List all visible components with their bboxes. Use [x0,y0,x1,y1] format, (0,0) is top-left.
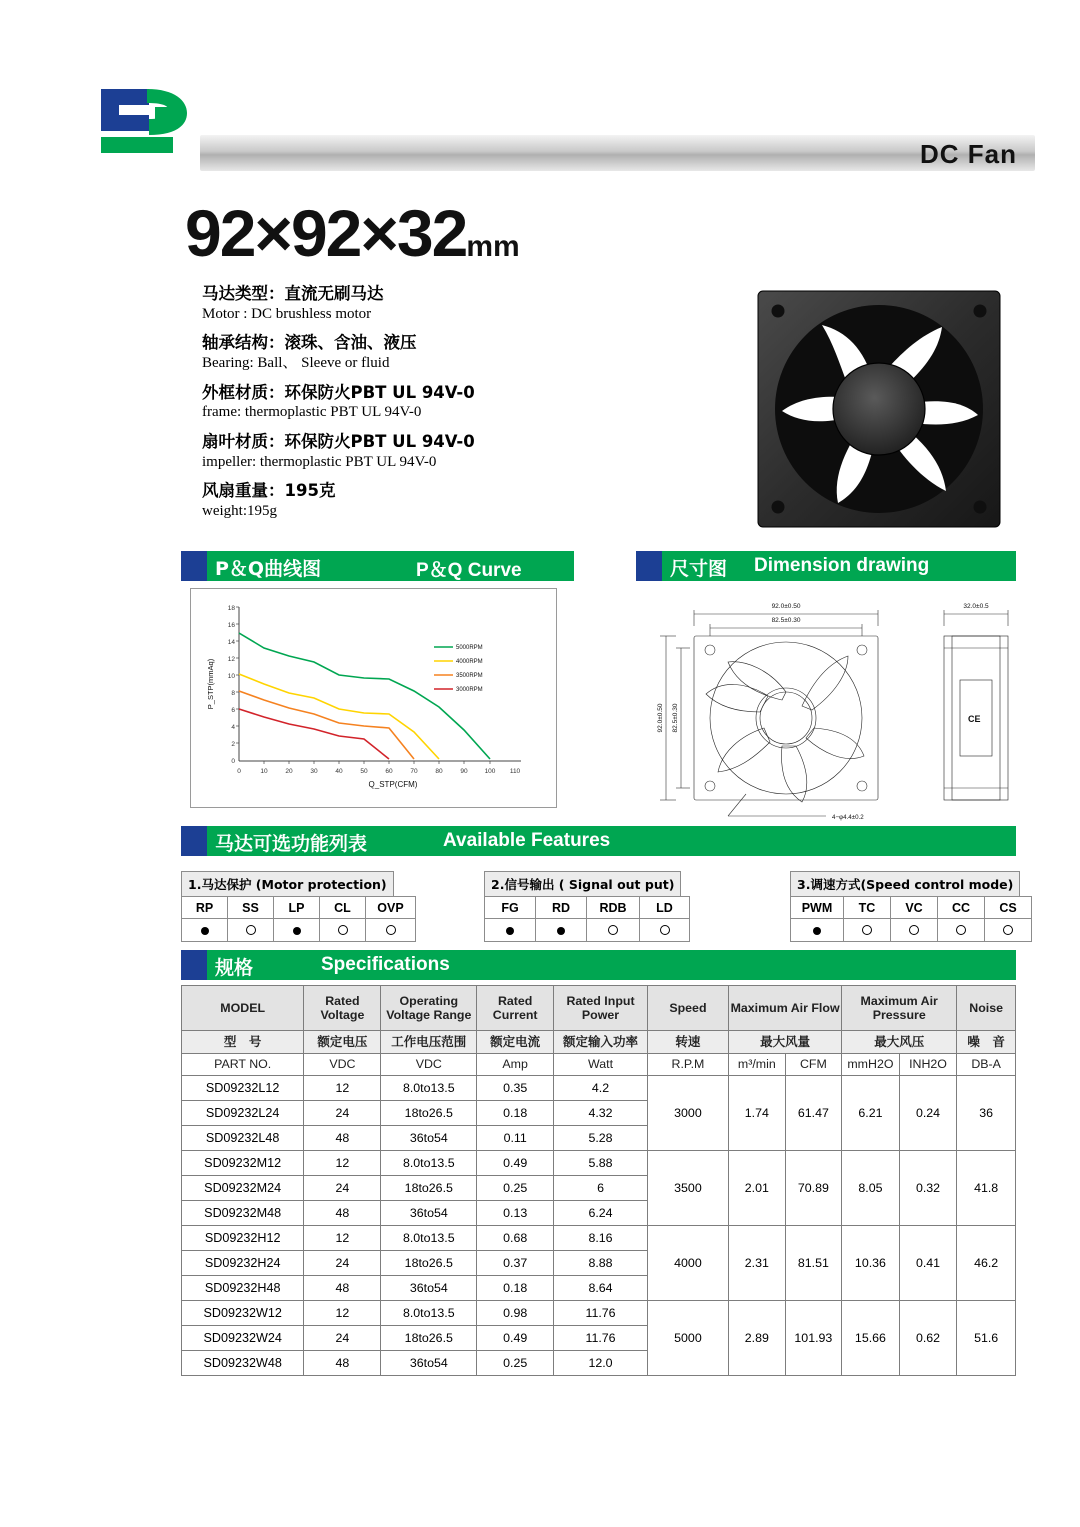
cell-range: 8.0to13.5 [381,1076,477,1101]
svg-text:Q_STP(CFM): Q_STP(CFM) [368,780,418,789]
pq-curve-chart [190,588,557,808]
col-subheader-cn: 转速 [647,1031,728,1054]
product-spec-list [202,283,672,529]
section-accent [636,551,662,581]
feature-group-speed-control [790,871,1032,942]
svg-text:32.0±0.5: 32.0±0.5 [963,603,989,610]
pq-chart-svg [191,589,556,807]
feature-name: CL [320,897,366,919]
feature-state [274,919,320,942]
cell-pressure-mm: 6.21 [842,1076,900,1151]
svg-text:16: 16 [227,622,235,629]
spec-item-impeller [202,431,672,472]
feature-group-motor-protection [181,871,416,942]
cell-current: 0.49 [477,1326,554,1351]
col-header-noise: Noise [957,986,1016,1031]
col-header-model: MODEL [182,986,304,1031]
feature-state [228,919,274,942]
feature-state [891,919,938,942]
feature-header-row [182,897,416,919]
feature-state [182,919,228,942]
cell-voltage: 24 [304,1326,381,1351]
feature-state [640,919,690,942]
spec-value-cn: 直流无刷马达 [284,284,384,303]
spec-value-cn: 195克 [284,481,336,501]
cell-model: SD09232L12 [182,1076,304,1101]
cell-airflow-m3: 1.74 [729,1076,786,1151]
section-title-en: Specifications [321,954,450,975]
cell-voltage: 12 [304,1076,381,1101]
cell-speed: 3000 [647,1076,728,1151]
cell-range: 8.0to13.5 [381,1301,477,1326]
cell-current: 0.18 [477,1276,554,1301]
col-subheader-cn: 额定电压 [304,1031,381,1054]
dimension-drawing [636,588,1031,833]
cell-current: 0.13 [477,1201,554,1226]
unit-vdc: VDC [304,1054,381,1076]
feature-name: CS [985,897,1032,919]
spec-label-cn: 扇叶材质： [202,431,285,451]
feature-group-title: 2.信号输出 ( Signal out put) [484,871,681,897]
cell-current: 0.35 [477,1076,554,1101]
specifications-table [181,985,1016,1376]
spec-line-en: Motor : DC brushless motor [202,305,372,322]
cell-speed: 4000 [647,1226,728,1301]
cell-voltage: 48 [304,1126,381,1151]
svg-text:70: 70 [410,768,418,775]
spec-item-weight [202,480,672,521]
feature-state [366,919,416,942]
svg-text:CE: CE [968,714,981,724]
cell-range: 18to26.5 [381,1251,477,1276]
cell-voltage: 12 [304,1226,381,1251]
section-title-cn: 尺寸图 [670,558,728,580]
svg-text:6: 6 [231,707,235,714]
col-header-speed: Speed [647,986,728,1031]
cell-pressure-mm: 15.66 [842,1301,900,1376]
svg-text:3000RPM: 3000RPM [456,687,483,693]
cell-airflow-cfm: 101.93 [785,1301,842,1376]
cell-current: 0.25 [477,1176,554,1201]
cell-range: 18to26.5 [381,1326,477,1351]
table-units-row [182,1054,1016,1076]
table-subheader-row-cn [182,1031,1016,1054]
header-bar [200,135,1035,171]
cell-voltage: 48 [304,1351,381,1376]
feature-name: LP [274,897,320,919]
cell-noise: 46.2 [957,1226,1016,1301]
table-row [182,1076,1016,1101]
spec-line-en: impeller: thermoplastic PBT UL 94V-0 [202,453,437,470]
svg-text:92.0±0.50: 92.0±0.50 [657,703,664,733]
cell-range: 36to54 [381,1201,477,1226]
col-subheader-cn: 额定电流 [477,1031,554,1054]
cell-voltage: 12 [304,1151,381,1176]
cell-pressure-inh: 0.62 [899,1301,957,1376]
cell-range: 36to54 [381,1126,477,1151]
feature-name: PWM [791,897,844,919]
cell-airflow-cfm: 70.89 [785,1151,842,1226]
cell-power: 12.0 [554,1351,648,1376]
feature-name: CC [938,897,985,919]
cell-voltage: 24 [304,1251,381,1276]
unit-dba: DB-A [957,1054,1016,1076]
feature-state [587,919,640,942]
feature-state [485,919,536,942]
section-accent [181,551,207,581]
feature-state [536,919,587,942]
spec-line-en: Bearing: Ball、 Sleeve or fluid [202,355,390,372]
cell-airflow-m3: 2.31 [729,1226,786,1301]
cell-power: 5.28 [554,1126,648,1151]
svg-text:110: 110 [509,768,521,775]
svg-text:8: 8 [231,690,235,697]
feature-state [985,919,1032,942]
cell-range: 36to54 [381,1351,477,1376]
svg-text:3500RPM: 3500RPM [456,673,483,679]
cell-model: SD09232W48 [182,1351,304,1376]
cell-power: 11.76 [554,1301,648,1326]
feature-name: OVP [366,897,416,919]
col-subheader-cn: 最大风压 [842,1031,957,1054]
svg-text:20: 20 [285,768,293,775]
cell-range: 36to54 [381,1276,477,1301]
section-title-en: P＆Q Curve [416,560,522,581]
svg-text:2: 2 [231,741,235,748]
spec-line-en: frame: thermoplastic PBT UL 94V-0 [202,404,422,421]
cell-voltage: 12 [304,1301,381,1326]
spec-item-bearing [202,332,672,373]
unit-watt: Watt [554,1054,648,1076]
cell-current: 0.18 [477,1101,554,1126]
col-header-rated-voltage: Rated Voltage [304,986,381,1031]
unit-mmh2o: mmH2O [842,1054,900,1076]
svg-text:4000RPM: 4000RPM [456,659,483,665]
svg-text:40: 40 [335,768,343,775]
cell-airflow-cfm: 81.51 [785,1226,842,1301]
feature-name: SS [228,897,274,919]
feature-state [844,919,891,942]
svg-text:10: 10 [227,673,235,680]
unit-m3min: m³/min [729,1054,786,1076]
section-header-pq [181,551,574,581]
cell-power: 6 [554,1176,648,1201]
section-header-dimension [636,551,1016,581]
feature-state [791,919,844,942]
cell-range: 8.0to13.5 [381,1151,477,1176]
cell-power: 8.64 [554,1276,648,1301]
feature-state [320,919,366,942]
spec-label-cn: 外框材质： [202,382,285,402]
cell-model: SD09232H12 [182,1226,304,1251]
page-title [185,195,520,271]
cell-current: 0.25 [477,1351,554,1376]
cell-pressure-inh: 0.24 [899,1076,957,1151]
feature-state-row [485,919,690,942]
feature-table [181,896,416,942]
svg-text:30: 30 [310,768,318,775]
cell-current: 0.98 [477,1301,554,1326]
cell-model: SD09232H48 [182,1276,304,1301]
spec-value-cn: 滚珠、含油、液压 [284,333,417,353]
cell-airflow-m3: 2.89 [729,1301,786,1376]
cell-noise: 41.8 [957,1151,1016,1226]
cell-noise: 51.6 [957,1301,1016,1376]
feature-name: TC [844,897,891,919]
unit-vdc-range: VDC [381,1054,477,1076]
svg-text:4: 4 [231,724,235,731]
cell-range: 8.0to13.5 [381,1226,477,1251]
svg-text:92.0±0.50: 92.0±0.50 [771,603,801,610]
cell-current: 0.11 [477,1126,554,1151]
unit-inh2o: INH2O [899,1054,957,1076]
section-accent [181,950,207,980]
cell-noise: 36 [957,1076,1016,1151]
cell-model: SD09232M24 [182,1176,304,1201]
svg-text:10: 10 [260,768,268,775]
cell-model: SD09232M48 [182,1201,304,1226]
cell-power: 6.24 [554,1201,648,1226]
cell-power: 8.88 [554,1251,648,1276]
cell-voltage: 24 [304,1176,381,1201]
section-title-cn: P＆Q曲线图 [215,558,322,580]
svg-text:0: 0 [237,768,241,775]
svg-text:60: 60 [385,768,393,775]
feature-group-signal-output [484,871,690,942]
svg-text:P_STP(mmAq): P_STP(mmAq) [206,658,215,710]
section-title-en: Available Features [443,830,611,851]
cell-power: 8.16 [554,1226,648,1251]
cell-pressure-inh: 0.41 [899,1226,957,1301]
cell-power: 5.88 [554,1151,648,1176]
table-row [182,1301,1016,1326]
cell-pressure-mm: 8.05 [842,1151,900,1226]
section-header-features [181,826,1016,856]
feature-group-title: 1.马达保护 (Motor protection) [181,871,394,897]
product-size: 92×92×32 [185,196,467,270]
cell-model: SD09232M12 [182,1151,304,1176]
feature-name: FG [485,897,536,919]
table-header-row [182,986,1016,1031]
spec-value-cn: 环保防火PBT UL 94V-0 [284,431,475,451]
cell-airflow-cfm: 61.47 [785,1076,842,1151]
cell-model: SD09232W12 [182,1301,304,1326]
cell-voltage: 48 [304,1276,381,1301]
col-header-rated-current: Rated Current [477,986,554,1031]
feature-name: RDB [587,897,640,919]
cell-model: SD09232L48 [182,1126,304,1151]
cell-voltage: 48 [304,1201,381,1226]
section-header-specifications [181,950,1016,980]
table-row [182,1151,1016,1176]
feature-name: LD [640,897,690,919]
header-title: DC Fan [920,139,1017,169]
svg-text:18: 18 [227,605,235,612]
cell-current: 0.49 [477,1151,554,1176]
cell-power: 4.32 [554,1101,648,1126]
cell-power: 4.2 [554,1076,648,1101]
section-title-cn: 规格 [215,957,254,979]
cell-current: 0.37 [477,1251,554,1276]
cell-model: SD09232W24 [182,1326,304,1351]
col-subheader-cn: 额定输入功率 [554,1031,648,1054]
unit-part-no: PART NO. [182,1054,304,1076]
spec-label-cn: 马达类型： [202,284,285,303]
product-size-unit: mm [466,230,520,263]
col-subheader-cn: 最大风量 [729,1031,842,1054]
dimension-drawing-svg [636,588,1031,833]
spec-item-motor [202,283,672,324]
cell-range: 18to26.5 [381,1176,477,1201]
feature-name: VC [891,897,938,919]
feature-group-title: 3.调速方式(Speed control mode) [790,871,1020,897]
cell-current: 0.68 [477,1226,554,1251]
spec-line-en: weight:195g [202,502,277,519]
svg-text:4−φ4.4±0.2: 4−φ4.4±0.2 [832,814,864,821]
feature-header-row [485,897,690,919]
svg-text:14: 14 [227,639,235,646]
svg-text:90: 90 [460,768,468,775]
section-accent [181,826,207,856]
cell-model: SD09232H24 [182,1251,304,1276]
spec-label-cn: 轴承结构： [202,333,285,353]
feature-name: RD [536,897,587,919]
unit-rpm: R.P.M [647,1054,728,1076]
cell-pressure-inh: 0.32 [899,1151,957,1226]
svg-text:5000RPM: 5000RPM [456,645,483,651]
col-header-max-airflow: Maximum Air Flow [729,986,842,1031]
unit-cfm: CFM [785,1054,842,1076]
section-title-en: Dimension drawing [754,555,930,576]
spec-item-frame [202,382,672,423]
svg-text:82.5±0.30: 82.5±0.30 [771,617,801,624]
svg-text:82.5±0.30: 82.5±0.30 [672,703,679,733]
col-header-operating-range: Operating Voltage Range [381,986,477,1031]
col-subheader-cn: 工作电压范围 [381,1031,477,1054]
cell-voltage: 24 [304,1101,381,1126]
unit-amp: Amp [477,1054,554,1076]
cell-speed: 5000 [647,1301,728,1376]
spec-value-cn: 环保防火PBT UL 94V-0 [284,382,475,402]
svg-text:0: 0 [231,758,235,765]
feature-state [938,919,985,942]
cell-airflow-m3: 2.01 [729,1151,786,1226]
spec-label-cn: 风扇重量： [202,481,285,501]
section-title-cn: 马达可选功能列表 [215,833,368,855]
svg-text:12: 12 [227,656,235,663]
svg-text:100: 100 [484,768,496,775]
feature-state-row [182,919,416,942]
fan-product-photo [752,285,1010,535]
cell-power: 11.76 [554,1326,648,1351]
cell-model: SD09232L24 [182,1101,304,1126]
svg-text:50: 50 [360,768,368,775]
cell-range: 18to26.5 [381,1101,477,1126]
col-subheader-cn: 噪 音 [957,1031,1016,1054]
feature-table [790,896,1032,942]
svg-text:80: 80 [435,768,443,775]
table-row [182,1226,1016,1251]
feature-state-row [791,919,1032,942]
feature-header-row [791,897,1032,919]
col-subheader-cn: 型 号 [182,1031,304,1054]
feature-name: RP [182,897,228,919]
col-header-max-pressure: Maximum Air Pressure [842,986,957,1031]
col-header-rated-power: Rated Input Power [554,986,648,1031]
company-logo [95,85,200,160]
cell-speed: 3500 [647,1151,728,1226]
feature-table [484,896,690,942]
cell-pressure-mm: 10.36 [842,1226,900,1301]
